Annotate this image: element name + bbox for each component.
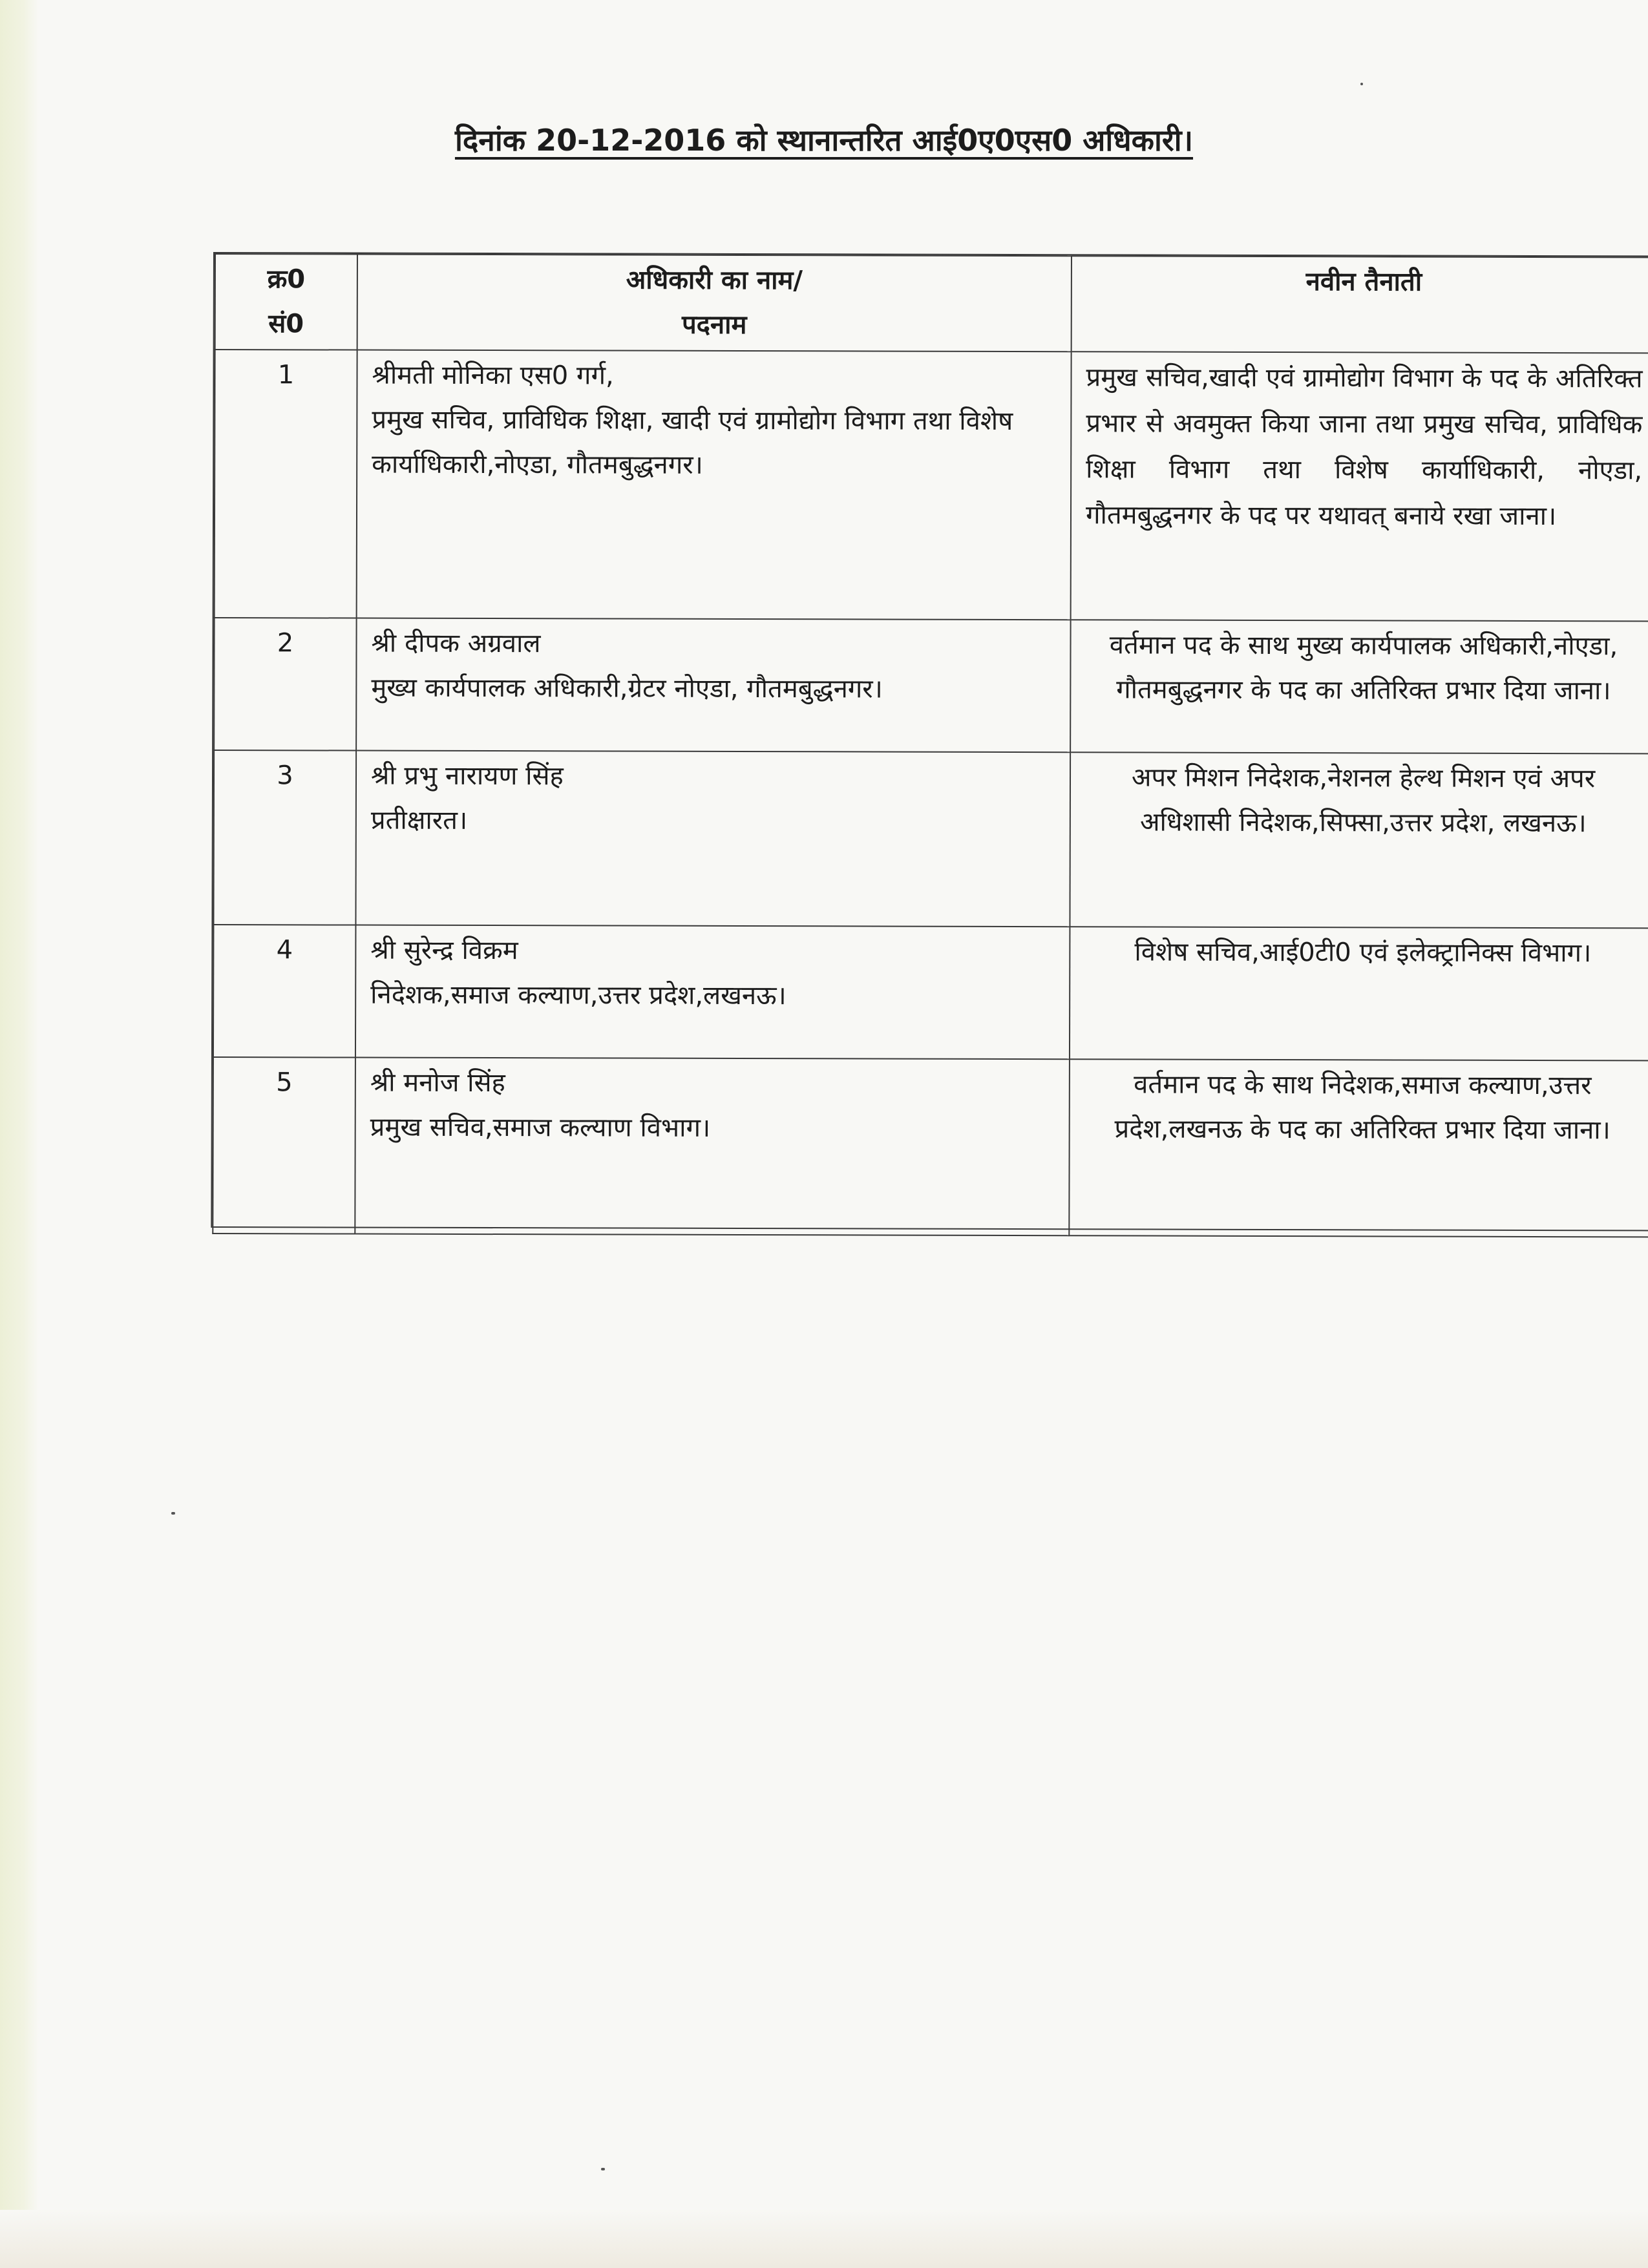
table-row [213, 750, 1648, 928]
officer-designation: निदेशक,समाज कल्याण,उत्तर प्रदेश,लखनऊ। [370, 980, 787, 1011]
row-new-posting: अपर मिशन निदेशक,नेशनल हेल्थ मिशन एवं अपर अधिशासी निदेशक,सिफ्सा,उत्तर प्रदेश, लखनऊ। [1070, 752, 1648, 928]
officer-designation: मुख्य कार्यपालक अधिकारी,ग्रेटर नोएडा, गौतमबुद्धनगर। [371, 673, 883, 704]
scanned-page-edge [0, 0, 39, 2268]
scanned-page-bottom-shadow [0, 2210, 1648, 2268]
header-officer-name [357, 255, 1072, 352]
row-officer-cell [355, 751, 1070, 927]
row-serial: 3 [213, 750, 356, 925]
table-row [213, 1057, 1648, 1237]
document-title-text: दिनांक 20-12-2016 को स्थानान्तरित आई0ए0एस0 अधिकारी। [454, 123, 1194, 158]
header-posting-text: नवीन तैनाती [1305, 267, 1422, 297]
table-header-row [215, 254, 1648, 353]
row-new-posting: विशेष सचिव,आई0टी0 एवं इलेक्ट्रानिक्स विभाग। [1070, 927, 1648, 1060]
row-serial: 4 [213, 925, 356, 1058]
document-title [0, 123, 1648, 158]
header-serial-line1: क्र0 [267, 264, 306, 295]
row-officer-cell [355, 1058, 1070, 1236]
header-serial-line2: सं0 [268, 309, 304, 339]
officer-name: श्री प्रभु नारायण सिंह [370, 761, 564, 792]
officer-name: श्रीमती मोनिका एस0 गर्ग, [372, 360, 614, 391]
row-officer-cell [355, 925, 1070, 1060]
row-new-posting: वर्तमान पद के साथ मुख्य कार्यपालक अधिकारी,नोएडा, गौतमबुद्धनगर के पद का अतिरिक्त प्रभार दिया जाना। [1070, 620, 1648, 753]
officer-name: श्री सुरेन्द्र विक्रम [370, 935, 518, 966]
header-serial [215, 254, 357, 350]
header-name-line2: पदनाम [681, 310, 747, 341]
officer-name: श्री दीपक अग्रवाल [371, 628, 541, 659]
header-name-line1: अधिकारी का नाम/ [626, 265, 803, 296]
officer-designation: प्रतीक्षारत। [370, 805, 468, 835]
row-serial: 5 [213, 1057, 355, 1234]
transfer-table-frame [211, 252, 1648, 1231]
scan-speck [1360, 83, 1363, 85]
table-row [213, 925, 1648, 1060]
table-row [214, 618, 1648, 753]
table-row [215, 350, 1648, 621]
row-serial: 1 [215, 350, 357, 618]
row-officer-cell [356, 618, 1070, 753]
row-serial: 2 [214, 618, 357, 751]
transfer-table [212, 253, 1648, 1237]
scan-speck [601, 2168, 605, 2170]
row-officer-cell [357, 350, 1072, 620]
officer-name: श्री मनोज सिंह [370, 1067, 505, 1098]
row-new-posting: वर्तमान पद के साथ निदेशक,समाज कल्याण,उत्तर प्रदेश,लखनऊ के पद का अतिरिक्त प्रभार दिया जाना। [1069, 1059, 1648, 1237]
scan-speck [171, 1512, 175, 1515]
officer-designation: प्रमुख सचिव,समाज कल्याण विभाग। [370, 1112, 711, 1143]
row-new-posting: प्रमुख सचिव,खादी एवं ग्रामोद्योग विभाग के पद के अतिरिक्त प्रभार से अवमुक्त किया जाना तथा प्रमुख सचिव, प्राविधिक शिक्षा विभाग तथा विशेष कार्याधिकारी, नोएडा, गौतमबुद्धनगर के पद पर यथावत् बनाये रखा जाना। [1071, 352, 1648, 621]
header-new-posting [1072, 256, 1648, 353]
officer-designation: प्रमुख सचिव, प्राविधिक शिक्षा, खादी एवं ग्रामोद्योग विभाग तथा विशेष कार्याधिकारी,नोएडा, गौतमबुद्धनगर। [372, 404, 1013, 480]
